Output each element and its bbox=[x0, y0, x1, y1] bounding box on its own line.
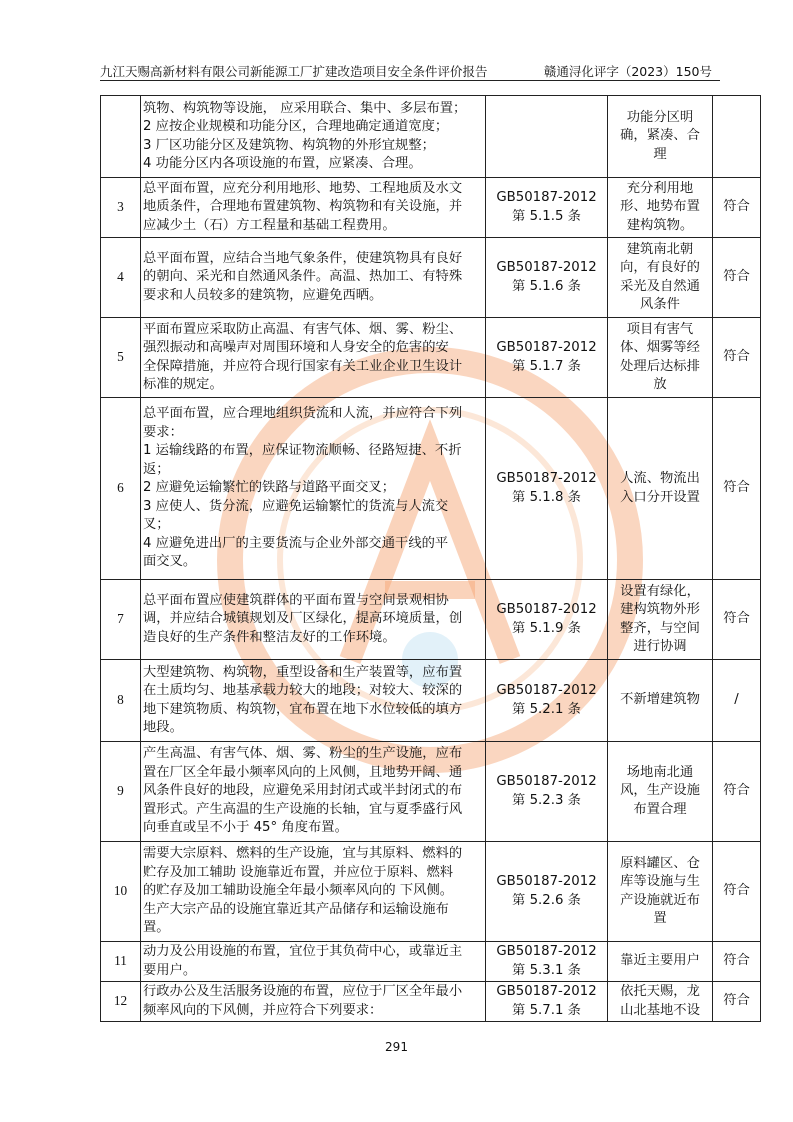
page-header bbox=[100, 60, 720, 81]
compliance-result: 符合 bbox=[713, 178, 761, 238]
standard-basis bbox=[486, 96, 608, 178]
requirement-text-line: 筑物、构筑物等设施， 应采用联合、集中、多层布置； bbox=[143, 100, 467, 116]
actual-condition bbox=[608, 842, 713, 942]
compliance-result: 符合 bbox=[713, 742, 761, 842]
requirement-text-line: 4 应避免进出厂的主要货流与企业外部交通干线的平 bbox=[143, 535, 449, 551]
requirement-text-line: 生产大宗产品的设施宜靠近其产品储存和运输设施布 bbox=[143, 901, 449, 917]
actual-condition-line: 建构筑物外形 bbox=[620, 602, 700, 617]
requirement-text-line: 地下建筑物质、构筑物，宜布置在地下水位较低的填方 bbox=[143, 701, 463, 717]
table-row bbox=[101, 842, 761, 942]
actual-condition bbox=[608, 318, 713, 398]
row-number: 11 bbox=[101, 942, 141, 982]
requirement-text-line: 的朝向、采光和自然通风条件。高温、热加工、有特殊 bbox=[143, 269, 463, 285]
row-number bbox=[101, 96, 141, 178]
requirement-text-line: 置形式。产生高温的生产设施的长轴，宜与夏季盛行风 bbox=[143, 801, 463, 817]
actual-condition bbox=[608, 178, 713, 238]
requirement-text-line: 总平面布置，应充分利用地形、地势、工程地质及水文 bbox=[143, 180, 463, 196]
requirement-text-line: 面交叉。 bbox=[143, 554, 197, 570]
row-number: 4 bbox=[101, 238, 141, 318]
compliance-result: 符合 bbox=[713, 842, 761, 942]
standard-basis bbox=[486, 942, 608, 982]
row-number: 8 bbox=[101, 660, 141, 742]
requirement-text-line: 要用户。 bbox=[143, 962, 197, 978]
standard-basis-line: GB50187-2012 bbox=[496, 340, 597, 355]
standard-basis bbox=[486, 398, 608, 580]
requirement-text-line: 置在厂区全年最小频率风向的上风侧，且地势开阔、通 bbox=[143, 764, 463, 780]
requirement-text-line: 标准的规定。 bbox=[143, 377, 223, 392]
requirement-text-line: 大型建筑物、构筑物，重型设备和生产装置等，应布置 bbox=[143, 664, 463, 680]
row-number: 10 bbox=[101, 842, 141, 942]
requirement-text bbox=[141, 742, 486, 842]
actual-condition bbox=[608, 742, 713, 842]
actual-condition-line: 库等设施与生 bbox=[620, 874, 700, 889]
standard-basis-line: GB50187-2012 bbox=[496, 774, 597, 789]
actual-condition-line: 场地南北通 bbox=[626, 764, 694, 780]
row-number: 3 bbox=[101, 178, 141, 238]
standard-basis-line: GB50187-2012 bbox=[496, 190, 597, 205]
standard-basis-line: 第 5.3.1 条 bbox=[512, 962, 581, 978]
requirement-text-line: 风条件良好的地段，应避免采用封闭式或半封闭式的布 bbox=[143, 783, 463, 799]
actual-condition-line: 入口分开设置 bbox=[620, 489, 700, 505]
requirement-text-line: 要求和人员较多的建筑物，应避免西晒。 bbox=[143, 287, 383, 303]
actual-condition-line: 形、地势布置 bbox=[620, 199, 700, 215]
standard-basis-line: GB50187-2012 bbox=[496, 471, 597, 486]
actual-condition-line: 依托天赐，龙 bbox=[620, 984, 700, 999]
standard-basis-line: 第 5.2.1 条 bbox=[512, 701, 581, 717]
compliance-result: 符合 bbox=[713, 398, 761, 580]
requirement-text bbox=[141, 238, 486, 318]
requirement-text bbox=[141, 982, 486, 1022]
standard-basis bbox=[486, 660, 608, 742]
table-row bbox=[101, 96, 761, 178]
actual-condition-line: 功能分区明 bbox=[626, 109, 694, 125]
row-number: 6 bbox=[101, 398, 141, 580]
actual-condition-line: 产设施就近布 bbox=[620, 892, 700, 908]
standard-basis bbox=[486, 238, 608, 318]
actual-condition-line: 采光及自然通 bbox=[620, 278, 700, 294]
actual-condition-line: 建筑南北朝 bbox=[626, 241, 694, 257]
requirement-text-line: 全保障措施，并应符合现行国家有关工业企业卫生设计 bbox=[143, 358, 463, 374]
row-number: 7 bbox=[101, 580, 141, 660]
requirement-text-line: 动力及公用设施的布置，宜位于其负荷中心，或靠近主 bbox=[143, 944, 463, 959]
actual-condition-line: 体、烟雾等经 bbox=[620, 340, 700, 355]
standard-basis-line: 第 5.1.9 条 bbox=[512, 620, 581, 636]
requirement-text bbox=[141, 842, 486, 942]
standard-basis-line: 第 5.7.1 条 bbox=[512, 1002, 581, 1018]
requirement-text-line: 行政办公及生活服务设施的布置，应位于厂区全年最小 bbox=[143, 984, 463, 999]
standard-basis bbox=[486, 318, 608, 398]
actual-condition-line: 整齐，与空间 bbox=[620, 620, 700, 636]
standard-basis-line: 第 5.2.6 条 bbox=[512, 892, 581, 908]
standard-basis-line: 第 5.1.6 条 bbox=[512, 278, 581, 294]
standard-basis bbox=[486, 742, 608, 842]
standard-basis-line: GB50187-2012 bbox=[496, 944, 597, 959]
table-row bbox=[101, 238, 761, 318]
requirement-text-line: 频率风向的下风侧，并应符合下列要求： bbox=[143, 1002, 383, 1018]
requirement-text-line: 强烈振动和高噪声对周围环境和人身安全的危害的安 bbox=[143, 340, 449, 355]
standard-basis-line: GB50187-2012 bbox=[496, 874, 597, 889]
table-row bbox=[101, 982, 761, 1022]
requirement-text-line: 返； bbox=[143, 461, 170, 477]
actual-condition bbox=[608, 96, 713, 178]
compliance-result: 符合 bbox=[713, 318, 761, 398]
standard-basis-line: 第 5.1.5 条 bbox=[512, 208, 581, 224]
actual-condition-line: 风条件 bbox=[640, 297, 680, 312]
document-number: 赣通浔化评字（2023）150号 bbox=[543, 64, 712, 79]
compliance-result bbox=[713, 96, 761, 178]
actual-condition-line: 人流、物流出 bbox=[620, 471, 700, 486]
requirement-text-line: 3 应使人、货分流，应避免运输繁忙的货流与人流交 bbox=[143, 498, 449, 514]
actual-condition-line: 理 bbox=[653, 146, 667, 162]
requirement-text-line: 在土质均匀、地基承载力较大的地段；对较大、较深的 bbox=[143, 683, 463, 698]
standard-basis-line: 第 5.1.7 条 bbox=[512, 358, 581, 374]
compliance-result: 符合 bbox=[713, 238, 761, 318]
actual-condition-line: 向，有良好的 bbox=[620, 260, 700, 275]
standard-basis-line: 第 5.1.8 条 bbox=[512, 489, 581, 505]
requirement-text-line: 产生高温、有害气体、烟、雾、粉尘的生产设施，应布 bbox=[143, 746, 463, 762]
actual-condition-line: 处理后达标排 bbox=[620, 358, 700, 374]
actual-condition-line: 进行协调 bbox=[633, 639, 687, 654]
actual-condition bbox=[608, 982, 713, 1022]
requirement-text-line: 贮存及加工辅助 设施靠近布置，并应位于原料、燃料 bbox=[143, 864, 454, 880]
standard-basis-line: GB50187-2012 bbox=[496, 683, 597, 698]
standard-basis-line: GB50187-2012 bbox=[496, 984, 597, 999]
table-row bbox=[101, 398, 761, 580]
requirement-text bbox=[141, 178, 486, 238]
actual-condition-line: 靠近主要用户 bbox=[620, 953, 700, 969]
table-row bbox=[101, 942, 761, 982]
actual-condition-line: 建构筑物。 bbox=[626, 217, 694, 233]
compliance-result: 符合 bbox=[713, 982, 761, 1022]
requirement-text-line: 向垂直或呈不小于 45° 角度布置。 bbox=[143, 820, 348, 836]
requirement-text-line: 总平面布置，应合理地组织货流和人流，并应符合下列 bbox=[143, 406, 463, 422]
actual-condition-line: 风，生产设施 bbox=[620, 783, 700, 799]
actual-condition-line: 放 bbox=[653, 377, 667, 392]
compliance-result: 符合 bbox=[713, 942, 761, 982]
row-number: 9 bbox=[101, 742, 141, 842]
actual-condition bbox=[608, 398, 713, 580]
actual-condition bbox=[608, 238, 713, 318]
page-number: 291 bbox=[385, 1040, 408, 1054]
standard-basis-line: 第 5.2.3 条 bbox=[512, 792, 581, 808]
row-number: 12 bbox=[101, 982, 141, 1022]
standard-basis-line: GB50187-2012 bbox=[496, 602, 597, 617]
actual-condition-line: 设置有绿化， bbox=[620, 583, 700, 599]
table-row bbox=[101, 178, 761, 238]
table-row bbox=[101, 318, 761, 398]
requirement-text-line: 置。 bbox=[143, 920, 170, 936]
requirement-text-line: 需要大宗原料、燃料的生产设施，宜与其原料、燃料的 bbox=[143, 846, 463, 862]
row-number: 5 bbox=[101, 318, 141, 398]
standard-basis-line: GB50187-2012 bbox=[496, 260, 597, 275]
requirement-text-line: 总平面布置应使建筑群体的平面布置与空间景观相协 bbox=[143, 592, 449, 608]
requirement-text bbox=[141, 96, 486, 178]
evaluation-table bbox=[100, 95, 761, 1022]
table-row bbox=[101, 660, 761, 742]
requirement-text-line: 2 应按企业规模和功能分区，合理地确定通道宽度； bbox=[143, 119, 449, 134]
requirement-text-line: 1 运输线路的布置，应保证物流顺畅、径路短捷、不折 bbox=[143, 443, 462, 459]
actual-condition-line: 山北基地不设 bbox=[620, 1002, 700, 1018]
actual-condition-line: 置 bbox=[653, 911, 667, 926]
requirement-text bbox=[141, 660, 486, 742]
requirement-text-line: 造良好的生产条件和整洁友好的工作环境。 bbox=[143, 629, 396, 645]
actual-condition bbox=[608, 580, 713, 660]
requirement-text-line: 4 功能分区内各项设施的布置，应紧凑、合理。 bbox=[143, 156, 422, 171]
actual-condition-line: 原料罐区、仓 bbox=[620, 855, 700, 871]
requirement-text-line: 总平面布置，应结合当地气象条件，使建筑物具有良好 bbox=[143, 250, 463, 266]
standard-basis bbox=[486, 842, 608, 942]
requirement-text bbox=[141, 398, 486, 580]
standard-basis bbox=[486, 982, 608, 1022]
requirement-text-line: 应减少土（石）方工程量和基础工程费用。 bbox=[143, 217, 396, 233]
actual-condition-line: 布置合理 bbox=[633, 801, 687, 817]
standard-basis bbox=[486, 580, 608, 660]
actual-condition-line: 项目有害气 bbox=[626, 321, 694, 337]
requirement-text bbox=[141, 942, 486, 982]
requirement-text-line: 地质条件，合理地布置建筑物、构筑物和有关设施，并 bbox=[143, 199, 463, 215]
requirement-text-line: 2 应避免运输繁忙的铁路与道路平面交叉； bbox=[143, 480, 396, 496]
requirement-text-line: 3 厂区功能分区及建筑物、构筑物的外形宜规整； bbox=[143, 137, 435, 153]
requirement-text-line: 的贮存及加工辅助设施全年最小频率风向的 下风侧。 bbox=[143, 883, 454, 899]
requirement-text bbox=[141, 318, 486, 398]
table-row bbox=[101, 580, 761, 660]
actual-condition-line: 不新增建筑物 bbox=[620, 692, 700, 708]
requirement-text bbox=[141, 580, 486, 660]
report-title: 九江天赐高新材料有限公司新能源工厂扩建改造项目安全条件评价报告 bbox=[100, 64, 488, 79]
actual-condition bbox=[608, 942, 713, 982]
requirement-text-line: 地段。 bbox=[143, 720, 183, 735]
requirement-text-line: 调，并应结合城镇规划及厂区绿化，提高环境质量，创 bbox=[143, 611, 463, 627]
actual-condition-line: 确，紧凑、合 bbox=[620, 128, 700, 144]
requirement-text-line: 叉； bbox=[143, 517, 170, 533]
standard-basis bbox=[486, 178, 608, 238]
requirement-text-line: 要求： bbox=[143, 424, 183, 440]
actual-condition bbox=[608, 660, 713, 742]
actual-condition-line: 充分利用地 bbox=[626, 180, 694, 196]
compliance-result: 符合 bbox=[713, 580, 761, 660]
requirement-text-line: 平面布置应采取防止高温、有害气体、烟、雾、粉尘、 bbox=[143, 321, 463, 337]
compliance-result: / bbox=[713, 660, 761, 742]
table-row bbox=[101, 742, 761, 842]
